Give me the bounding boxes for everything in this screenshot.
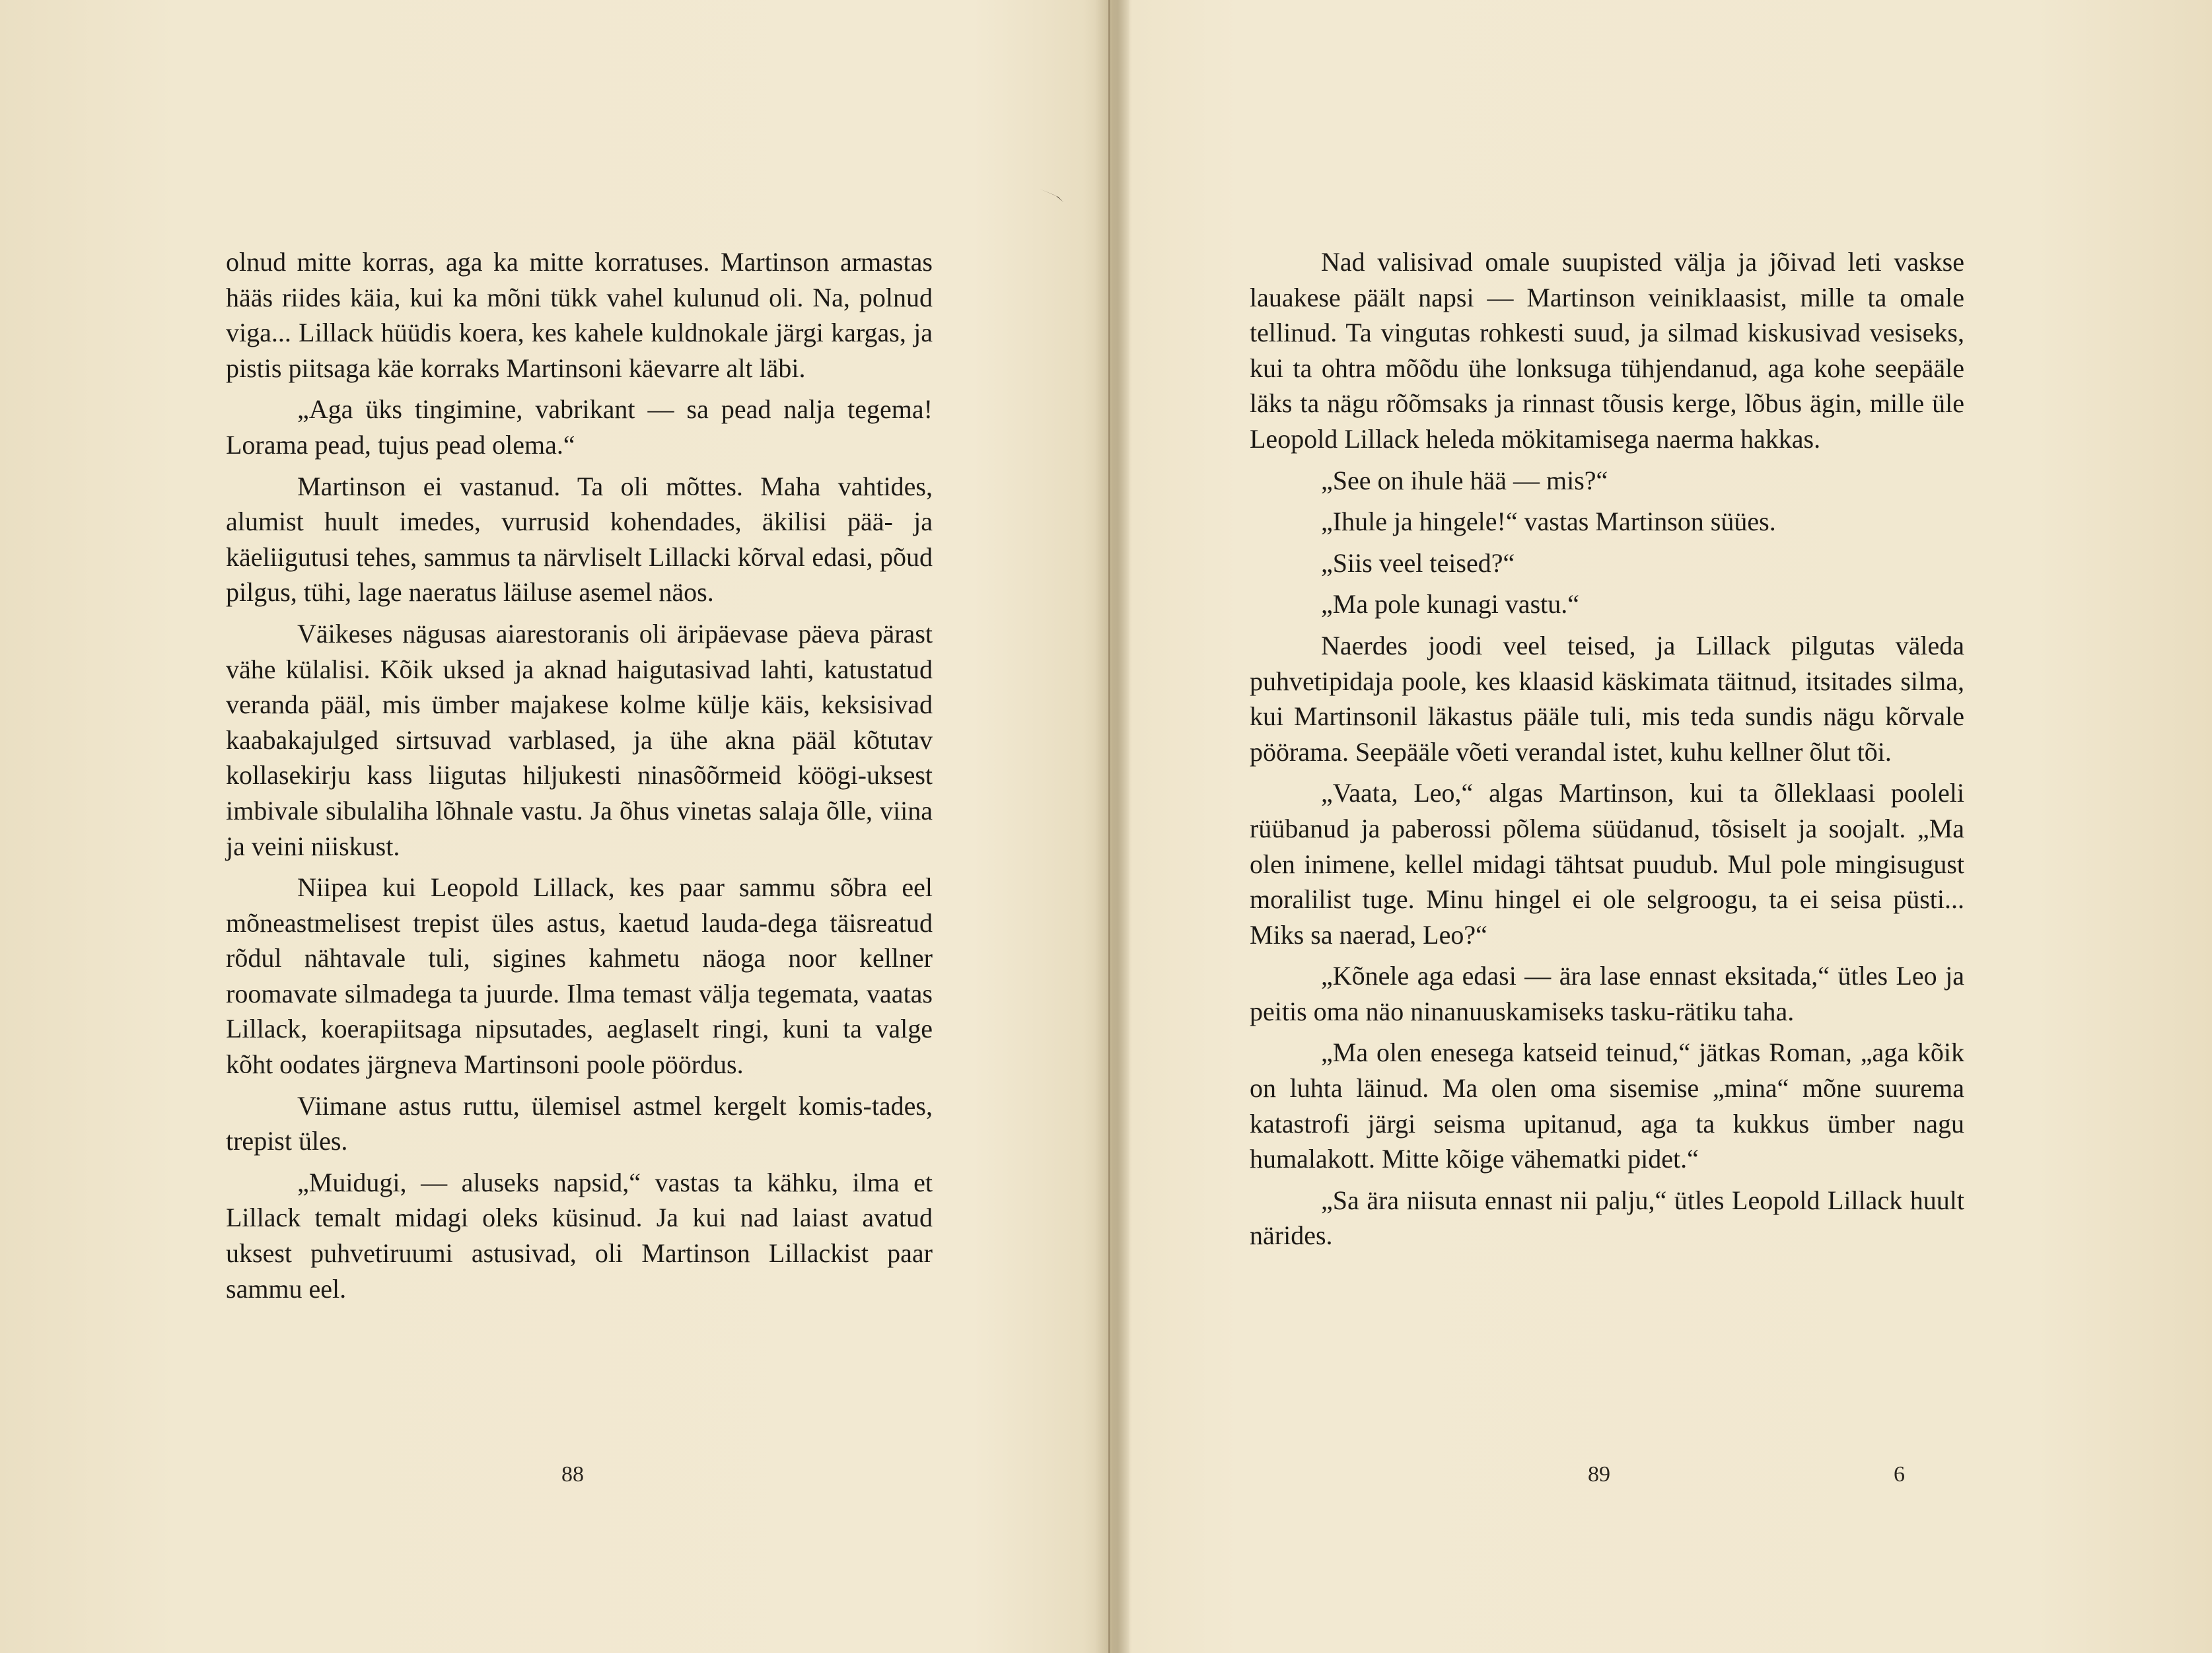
right-page-text bbox=[1250, 244, 1964, 1259]
paragraph: Niipea kui Leopold Lillack, kes paar sammu sõbra eel mõneastmelisest trepist üles astus, kaetud lauda-dega täisreatud rõdul nähtavale tuli, sigines kahmetu näoga noor kellner roomavate silmadega ta juurde. Ilma temast välja tegemata, vaatas Lillack, koerapiitsaga nipsutades, aeglaselt ringi, kuni ta valge kõht oodates järgneva Martinsoni poole pöördus. bbox=[226, 872, 933, 1080]
left-page-text bbox=[226, 244, 933, 1312]
paragraph: Naerdes joodi veel teised, ja Lillack pilgutas väleda puhvetipidaja poole, kes klaasid käskimata täitnud, itsitades silma, kui Martinsonil läkastus pääle tuli, mis teda sundis nägu kõrvale pöörama. Seepääle võeti verandal istet, kuhu kellner õlut tõi. bbox=[1250, 630, 1964, 767]
paragraph: Nad valisivad omale suupisted välja ja jõivad leti vaskse lauakese päält napsi — Martinson veiniklaasist, mille ta omale tellinud. Ta vingutas rohkesti suud, ja silmad kiskusivad vesiseks, kui ta ohtra mõõdu ühe lonksuga tühjendanud, aga kohe seepääle läks ta nägu rõõmsaks ja rinnast tõusis kerge, lõbus ägin, mille üle Leopold Lillack heleda mökitamisega naerma hakkas. bbox=[1250, 247, 1964, 454]
paragraph: Viimane astus ruttu, ülemisel astmel kergelt komis-tades, trepist üles. bbox=[226, 1090, 933, 1156]
paragraph: „Ma olen enesega katseid teinud,“ jätkas Roman, „aga kõik on luhta läinud. Ma olen oma sisemise „mina“ mõne suurema katastrofi järgi seisma upitanud, aga ta kukkus ümber nagu humalakott. Mitte kõige vähematki pidet.“ bbox=[1250, 1038, 1964, 1174]
paragraph: „Vaata, Leo,“ algas Martinson, kui ta õlleklaasi pooleli rüübanud ja paberossi põlema süüdanud, tõsiselt ja soojalt. „Ma olen inimene, kellel midagi tähtsat puudub. Mul pole mingisugust moralilist tuge. Minu hingel ei ole selgroogu, ta ei seisa püsti... Miks sa naerad, Leo?“ bbox=[1250, 778, 1964, 950]
paragraph: „Muidugi, — aluseks napsid,“ vastas ta kähku, ilma et Lillack temalt midagi oleks küsinud. Ja kui nad laiast avatud uksest puhvetiruumi astusivad, oli Martinson Lillackist paar sammu eel. bbox=[226, 1167, 933, 1304]
signature-mark: 6 bbox=[1894, 1462, 1905, 1487]
paragraph: „Ihule ja hingele!“ vastas Martinson süües. bbox=[1321, 507, 1776, 537]
paragraph: „See on ihule hää — mis?“ bbox=[1321, 465, 1608, 495]
paragraph: „Kõnele aga edasi — ära lase ennast eksitada,“ ütles Leo ja peitis oma näo ninanuuskamiseks tasku-rätiku taha. bbox=[1250, 961, 1964, 1026]
paragraph: „Aga üks tingimine, vabrikant — sa pead nalja tegema! Lorama pead, tujus pead olema.“ bbox=[226, 394, 933, 460]
right-page bbox=[1111, 0, 2212, 1653]
page-number-left: 88 bbox=[561, 1462, 584, 1487]
paragraph: „Sa ära niisuta ennast nii palju,“ ütles Leopold Lillack huult närides. bbox=[1250, 1185, 1964, 1251]
page-number-right: 89 bbox=[1588, 1462, 1610, 1487]
paragraph: „Ma pole kunagi vastu.“ bbox=[1321, 589, 1579, 619]
paragraph: „Siis veel teised?“ bbox=[1321, 547, 1515, 578]
paragraph: Martinson ei vastanud. Ta oli mõttes. Maha vahtides, alumist huult imedes, vurrusid kohendades, äkilisi pää- ja käeliigutusi tehes, sammus ta närvliselt Lillacki kõrval edasi, põud pilgus, tühi, lage naeratus läiluse asemel näos. bbox=[226, 471, 933, 608]
paragraph: olnud mitte korras, aga ka mitte korratuses. Martinson armastas hääs riides käia, kui ka mõni tükk vahel kulunud oli. Na, polnud viga... Lillack hüüdis koera, kes kahele kuldnokale järgi kargas, ja pistis piitsaga käe korraks Martinsoni käevarre alt läbi. bbox=[226, 247, 933, 383]
gutter-fold bbox=[1108, 0, 1110, 1653]
paragraph: Väikeses nägusas aiarestoranis oli äripäevase päeva pärast vähe külalisi. Kõik uksed ja aknad haigutasivad lahti, katustatud veranda pääl, mis ümber majakese kolme külje käis, keksisivad kaabakajulged sirtsuvad varblased, ja ühe akna pääl kõtutav kollasekirju kass liigutas hiljukesti ninasõõrmeid köögi-uksest imbivale sibulaliha lõhnale vastu. Ja õhus vinetas salaja õlle, viina ja veini niiskust. bbox=[226, 618, 933, 861]
